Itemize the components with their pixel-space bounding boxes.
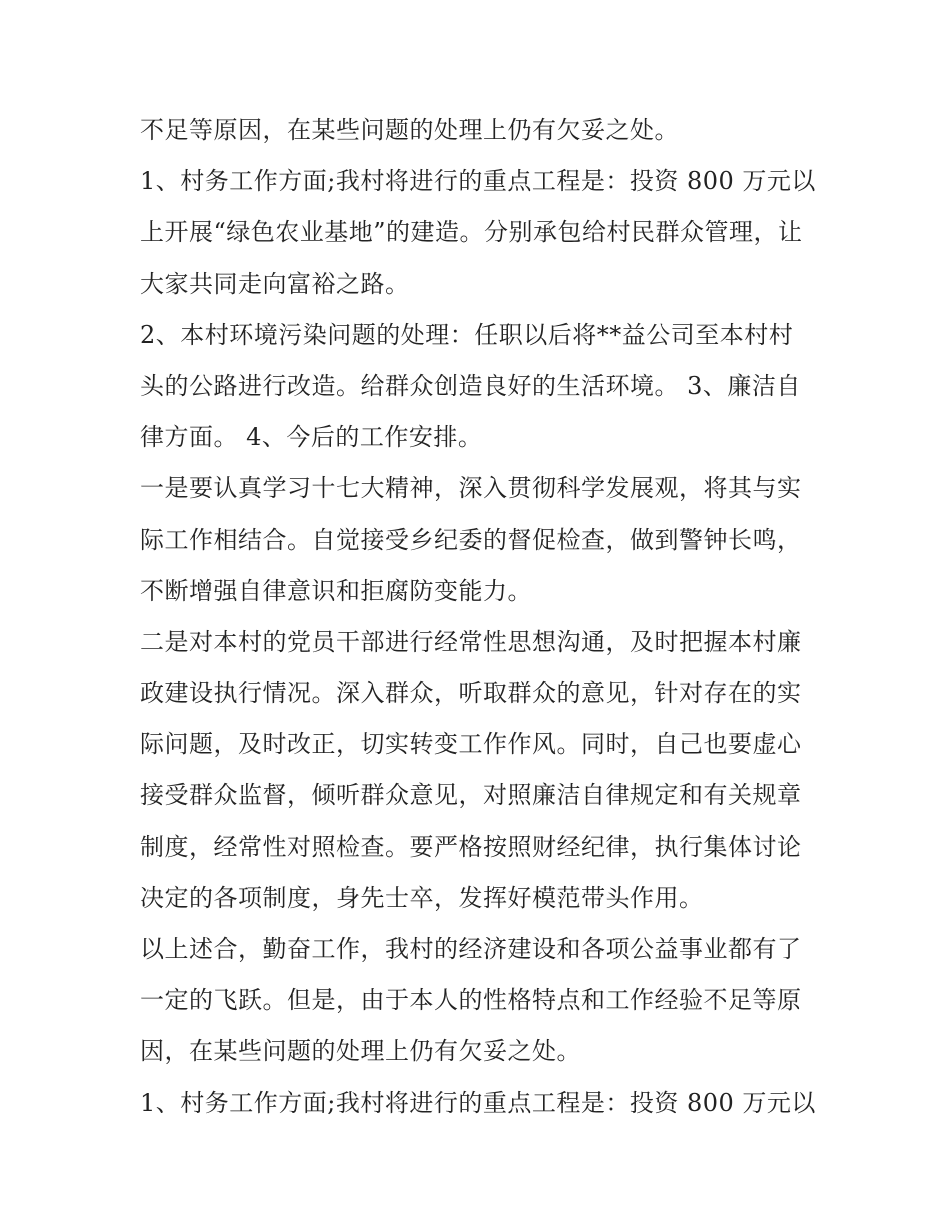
text-line: 上开展“绿色农业基地”的建造。分别承包给村民群众管理，让 [140,218,803,247]
text-line: 一定的飞跃。但是，由于本人的性格特点和工作经验不足等原 [140,986,802,1015]
text-line: 接受群众监督，倾听群众意见，对照廉洁自律规定和有关规章 [140,781,802,810]
text-line: 头的公路进行改造。给群众创造良好的生活环境。 3、廉洁自 [140,371,801,400]
text-line: 际问题，及时改正，切实转变工作作风。同时，自己也要虚心 [140,730,802,759]
text-line: 大家共同走向富裕之路。 [140,269,410,298]
text-line: 政建设执行情况。深入群众，听取群众的意见，针对存在的实 [140,679,802,708]
text-line: 因，在某些问题的处理上仍有欠妥之处。 [140,1037,581,1066]
text-line: 不断增强自律意识和拒腐防变能力。 [140,576,532,605]
text-line: 2、本村环境污染问题的处理：任职以后将**益公司至本村村 [140,320,794,349]
text-line: 以上述合，勤奋工作，我村的经济建设和各项公益事业都有了 [140,935,802,963]
text-line: 律方面。 4、今后的工作安排。 [140,423,483,452]
text-line: 不足等原因，在某些问题的处理上仍有欠妥之处。 [140,116,679,144]
text-line: 制度，经常性对照检查。要严格按照财经纪律，执行集体讨论 [140,832,802,861]
text-line: 1、村务工作方面;我村将进行的重点工程是：投资 800 万元以 [140,1088,816,1117]
text-line: 1、村务工作方面;我村将进行的重点工程是：投资 800 万元以 [140,167,816,196]
text-line: 决定的各项制度，身先士卒，发挥好模范带头作用。 [140,883,704,912]
document-body [140,105,820,1129]
text-line: 一是要认真学习十七大精神，深入贯彻科学发展观，将其与实 [140,474,802,503]
text-line: 二是对本村的党员干部进行经常性思想沟通，及时把握本村廉 [140,627,802,656]
text-line: 际工作相结合。自觉接受乡纪委的督促检查，做到警钟长鸣， [140,525,802,554]
